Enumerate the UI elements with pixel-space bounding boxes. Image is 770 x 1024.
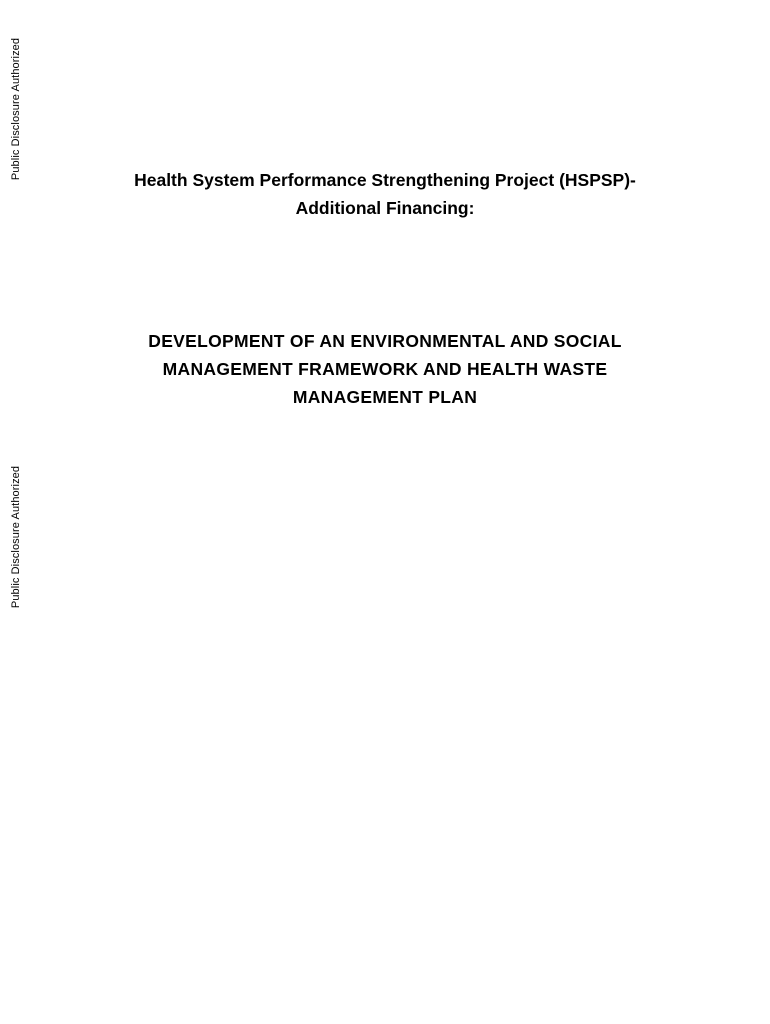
project-title: [70, 166, 700, 222]
document-title-line-2: MANAGEMENT FRAMEWORK AND HEALTH WASTE: [162, 359, 608, 379]
document-title-line-3: MANAGEMENT PLAN: [292, 387, 478, 407]
disclosure-stamp-text: Public Disclosure Authorized: [10, 37, 23, 181]
disclosure-stamp-top: [4, 24, 28, 194]
project-title-line-2: Additional Financing:: [295, 198, 475, 218]
disclosure-stamp-middle: [4, 452, 28, 622]
document-title-line-1: DEVELOPMENT OF AN ENVIRONMENTAL AND SOCIAL: [148, 331, 622, 351]
project-title-line-1: Health System Performance Strengthening Project (HSPSP)-: [134, 170, 636, 190]
document-title: [70, 327, 700, 411]
disclosure-stamp-text: Public Disclosure Authorized: [10, 465, 23, 609]
